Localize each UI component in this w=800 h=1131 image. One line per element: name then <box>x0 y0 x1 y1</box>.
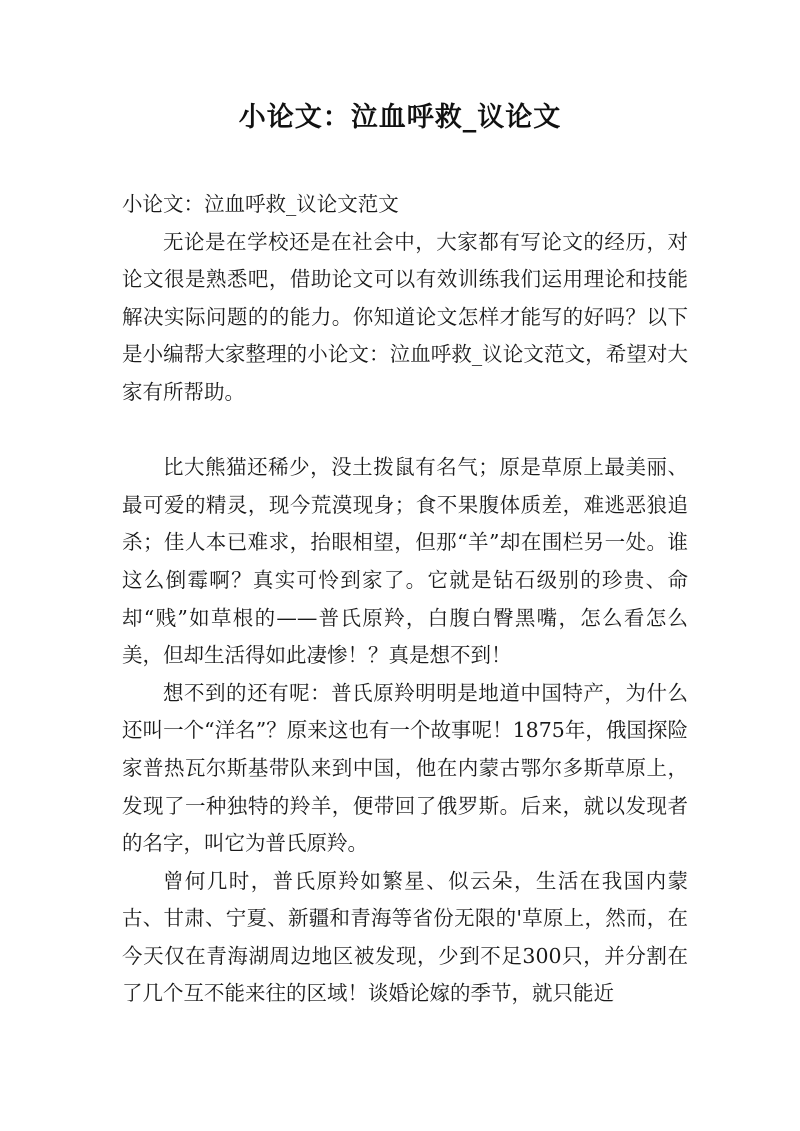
document-title: 小论文：泣血呼救_议论文 <box>238 102 562 133</box>
document-body <box>122 186 688 1013</box>
paragraph-1: 比大熊猫还稀少，没土拨鼠有名气；原是草原上最美丽、最可爱的精灵，现今荒漠现身；食不果腹体质差，难逃恶狼追杀；佳人本已难求，抬眼相望，但那“羊”却在围栏另一处。谁这么倒霉啊？真实可怜到家了。它就是钻石级别的珍贵、命却“贱”如草根的——普氏原羚，白腹白臀黑嘴，怎么看怎么美，但却生活得如此凄惨！？真是想不到！ <box>122 455 688 668</box>
paragraph-intro: 无论是在学校还是在社会中，大家都有写论文的经历，对论文很是熟悉吧，借助论文可以有效训练我们运用理论和技能解决实际问题的的能力。你知道论文怎样才能写的好吗？以下是小编帮大家整理的小论文：泣血呼救_议论文范文，希望对大家有所帮助。 <box>122 229 688 404</box>
paragraph-gap <box>122 412 688 450</box>
paragraph-3: 曾何几时，普氏原羚如繁星、似云朵，生活在我国内蒙古、甘肃、宁夏、新疆和青海等省份无限的'草原上，然而，在今天仅在青海湖周边地区被发现，少到不足300只，并分割在了几个互不能来往的区域！谈婚论嫁的季节，就只能近 <box>122 868 688 1006</box>
paragraph-2: 想不到的还有呢：普氏原羚明明是地道中国特产，为什么还叫一个“洋名”？原来这也有一个故事呢！1875年，俄国探险家普热瓦尔斯基带队来到中国，他在内蒙古鄂尔多斯草原上，发现了一种独特的羚羊，便带回了俄罗斯。后来，就以发现者的名字，叫它为普氏原羚。 <box>122 680 688 856</box>
document-subtitle: 小论文：泣血呼救_议论文范文 <box>122 192 399 216</box>
